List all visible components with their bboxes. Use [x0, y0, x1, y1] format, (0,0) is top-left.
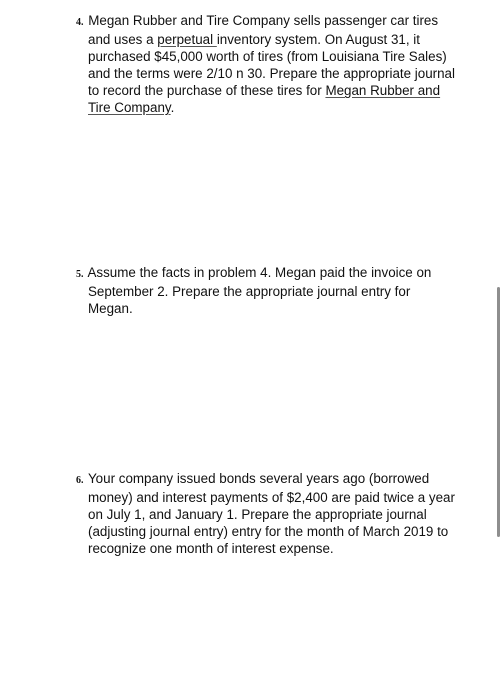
problem-6-body: Your company issued bonds several years ago (borrowed money) and interest payments of $2,400 are paid twice a year on July 1, and January 1. Prepare the appropriate journal (adjusting journal entry) entry for the month of March 2019 to recognize one month of interest expense.	[87, 471, 455, 556]
problem-6	[76, 470, 456, 557]
problem-6-number: 6.	[76, 475, 84, 486]
problem-4-text-part-c: .	[170, 100, 175, 115]
problem-6-text	[76, 470, 456, 557]
problem-4-text-part-a: Megan Rubber and Tire Company sells passenger car tires and uses a	[88, 13, 439, 47]
vertical-scrollbar[interactable]	[497, 287, 500, 537]
company-name-link: Megan Rubber and Tire Company	[88, 83, 441, 115]
perpetual-link: perpetual	[157, 32, 217, 47]
problem-4-text-part-b: inventory system. On August 31, it purchased $45,000 worth of tires (from Louisiana Tire Sales) and the terms were 2/10 n 30. Prepare the appropriate journal to record the purchase of these tires for	[88, 32, 455, 98]
problem-4-text	[76, 12, 456, 116]
problem-5	[76, 264, 456, 317]
problem-5-text	[76, 264, 456, 317]
problem-4-number: 4.	[76, 17, 84, 28]
problem-5-number: 5.	[76, 269, 84, 280]
problem-4	[76, 12, 456, 116]
problem-5-body: Assume the facts in problem 4. Megan paid the invoice on September 2. Prepare the appropriate journal entry for Megan.	[87, 265, 432, 316]
